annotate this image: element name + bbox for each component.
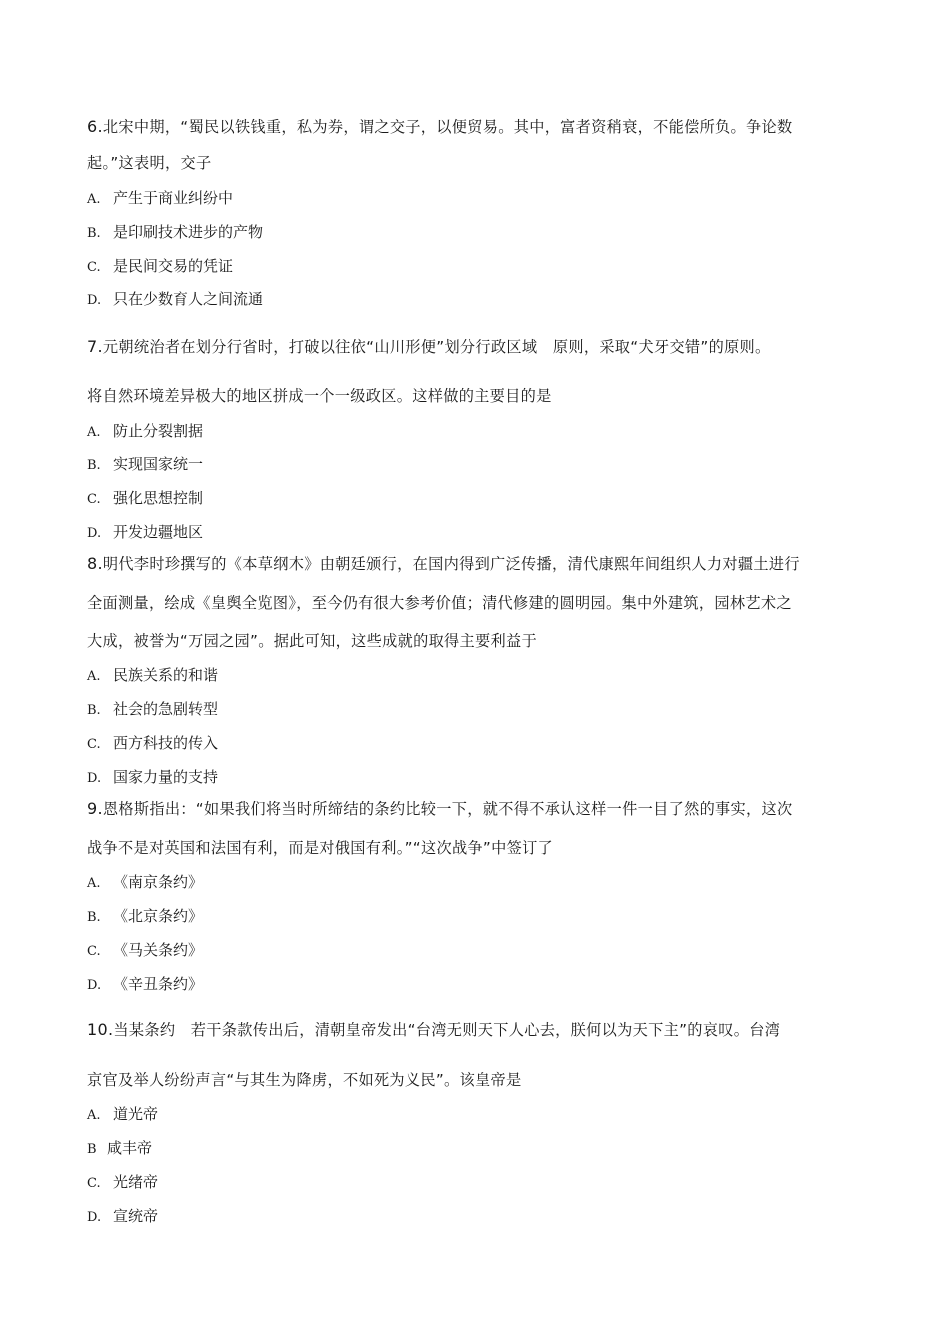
text-segment: 《北京条约》 [113, 907, 204, 925]
option-a [87, 665, 218, 687]
question-stem-line [87, 593, 792, 613]
question-number: 7. [87, 337, 103, 356]
text-segment: 开发边疆地区 [113, 523, 204, 541]
text-segment: 恩格斯指出：“如果我们将当时所缔结的条约比较一下，就不得不承认这样一件一目了然的事实，这次 [102, 800, 793, 818]
option-a [87, 421, 203, 443]
option-d [87, 522, 203, 544]
option-a [87, 1104, 158, 1126]
option-letter: D. [87, 771, 102, 786]
question-number: 9. [87, 799, 103, 818]
question-stem-line [87, 386, 552, 406]
text-segment: 道光帝 [113, 1105, 159, 1123]
text-segment: 大成，被誉为“万园之园”。据此可知，这些成就的取得主要利益于 [87, 632, 537, 650]
option-b [87, 222, 263, 244]
text-segment: 京官及举人纷纷声言“与其生为降虏，不如死为义民”。该皇帝是 [87, 1071, 522, 1089]
text-segment: 宣统帝 [113, 1207, 159, 1225]
text-segment: 光绪帝 [113, 1173, 159, 1191]
text-segment: 《马关条约》 [113, 941, 204, 959]
option-letter: A. [87, 425, 101, 440]
option-a [87, 872, 203, 894]
option-letter: B. [87, 910, 101, 925]
option-letter: A. [87, 192, 101, 207]
text-segment: 战争不是对英国和法国有利，而是对俄国有利。”“这次战争”中签订了 [87, 839, 554, 857]
text-segment: 咸丰帝 [107, 1139, 153, 1157]
option-b [87, 1138, 152, 1160]
text-segment: 明代李时珍撰写的《本草纲木》由朝廷颁行，在国内得到广泛传播，清代康熙年间组织人力对疆土进行 [102, 555, 800, 573]
text-segment: 社会的急剧转型 [113, 700, 219, 718]
text-segment: 强化思想控制 [113, 489, 204, 507]
text-segment: 是民间交易的凭证 [113, 257, 234, 275]
text-segment: 当某条约 若干条款传出后，清朝皇帝发出“台湾无则天下人心去，朕何以为天下主”的哀叹。台湾 [113, 1021, 781, 1039]
option-c [87, 488, 203, 510]
option-a [87, 188, 233, 210]
question-number: 6. [87, 117, 103, 136]
question-stem-line [87, 838, 553, 858]
option-letter: D. [87, 1210, 102, 1225]
option-letter: A. [87, 876, 101, 891]
text-segment: 《辛丑条约》 [113, 975, 204, 993]
text-segment: 国家力量的支持 [113, 768, 219, 786]
question-stem-line [87, 1020, 780, 1040]
option-letter: C. [87, 944, 101, 959]
question-stem-line [87, 799, 793, 819]
option-c [87, 256, 233, 278]
option-letter: C. [87, 1176, 101, 1191]
option-c [87, 940, 203, 962]
option-letter: A. [87, 669, 101, 684]
option-letter: B. [87, 703, 101, 718]
text-segment: 元朝统治者在划分行省时，打破以往依“山川形便”划分行政区域 原则，采取“犬牙交错”的原则。 [102, 338, 771, 356]
text-segment: 《南京条约》 [113, 873, 204, 891]
question-stem-line [87, 153, 211, 173]
question-stem-line [87, 631, 537, 651]
question-number: 10. [87, 1020, 114, 1039]
text-segment: 是印刷技术进步的产物 [113, 223, 264, 241]
text-segment: 起。”这表明，交子 [87, 154, 212, 172]
option-d [87, 974, 203, 996]
option-letter: D. [87, 978, 102, 993]
option-letter: B. [87, 226, 101, 241]
text-segment: 民族关系的和谐 [113, 666, 219, 684]
option-letter: D. [87, 526, 102, 541]
text-segment: 只在少数育人之间流通 [113, 290, 264, 308]
option-d [87, 767, 218, 789]
option-letter: C. [87, 492, 101, 507]
option-b [87, 699, 218, 721]
option-letter: B [87, 1142, 97, 1157]
question-number: 8. [87, 554, 103, 573]
text-segment: 防止分裂割据 [113, 422, 204, 440]
text-segment: 将自然环境差异极大的地区拼成一个一级政区。这样做的主要目的是 [87, 387, 552, 405]
text-segment: 西方科技的传入 [113, 734, 219, 752]
text-segment: 北宋中期，“蜀民以铁钱重，私为券，谓之交子，以便贸易。其中，富者资稍衰，不能偿所负。争论数 [102, 118, 793, 136]
option-letter: C. [87, 737, 101, 752]
option-d [87, 1206, 158, 1228]
text-segment: 全面测量，绘成《皇舆全览图》，至今仍有很大参考价值；清代修建的圆明园。集中外建筑，园林艺术之 [87, 594, 792, 612]
text-segment: 产生于商业纠纷中 [113, 189, 234, 207]
option-letter: D. [87, 293, 102, 308]
option-b [87, 906, 203, 928]
option-letter: A. [87, 1108, 101, 1123]
option-b [87, 454, 203, 476]
question-stem-line [87, 117, 793, 137]
option-c [87, 1172, 158, 1194]
option-letter: C. [87, 260, 101, 275]
option-letter: B. [87, 458, 101, 473]
question-stem-line [87, 554, 800, 574]
text-segment: 实现国家统一 [113, 455, 204, 473]
option-c [87, 733, 218, 755]
question-stem-line [87, 1070, 522, 1090]
option-d [87, 289, 263, 311]
question-stem-line [87, 337, 771, 357]
